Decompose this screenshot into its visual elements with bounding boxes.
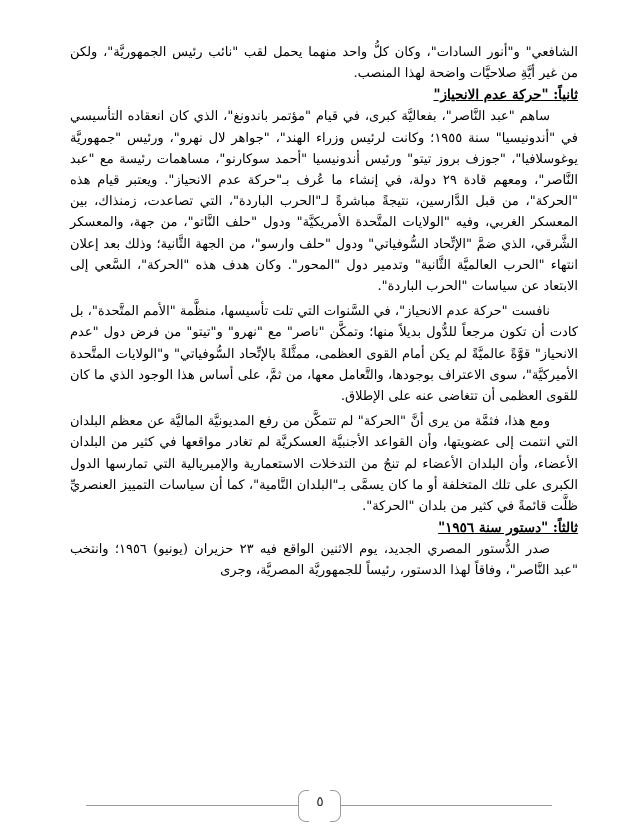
document-page bbox=[70, 42, 578, 582]
intro-paragraph: الشافعي" و"أنور السادات"، وكان كلُّ واحد منهما يحمل لقب "نائب رئيس الجمهوريَّة"، ولكن من غير أيَّةِ صلاحيَّات واضحة لهذا المنصب. bbox=[70, 45, 578, 82]
section-3-paragraph: صدر الدُّستور المصري الجديد، يوم الاثنين الواقع فيه ٢٣ حزيران (يونيو) ١٩٥٦؛ وانتخب "عبد النَّاصر"، وفاقاً لهذا الدستور، رئيساً للجمهوريَّة المصريَّة، وجرى bbox=[70, 542, 578, 579]
section-2-paragraph-2: نافست "حركة عدم الانحياز"، في السَّنوات التي تلت تأسيسها، منظَّمة "الأمم المتَّحدة"، بل كادت أن تكون مرجعاً للدُّول بديلاً منها؛ وتمكَّن "ناصر" مع "نهرو" و"تيتو" من فرض دول "عدم الانحياز" قوَّةً عالميَّةً لم يكن أمام القوى العظمى، ممثَّلةً بالإتِّحاد السُّوفياتي" و"الولايات المتَّحدة الأميركيَّة"، سوى الاعتراف بوجودها، والتَّعامل معها، من ثمَّ، على أساس هذا الوجود الذي ما كان للقوى العظمى أن تتغاضى عنه على الإطلاق. bbox=[70, 304, 578, 405]
section-2-paragraph-1: ساهم "عبد النَّاصر"، بفعاليَّة كبرى، في قيام "مؤتمر باندونغ"، الذي كان انعقاده التأسيسي في "أندونيسيا" سنة ١٩٥٥؛ وكانت لرئيس وزراء الهند"، "جواهر لال نهرو"، ورئيس "جمهوريَّة يوغوسلافيا"، "جوزف بروز تيتو" ورئيس أندونيسيا "أحمد سوكارنو"، مساهمات رئيسة مع "عبد النَّاصر"، ومعهم قادة ٢٩ دولة، في إنشاء ما عُرف بـ"حركة عدم الانحياز". ويعتبر قيام هذه "الحركة"، من قبل الدَّارسين، نتيجةً مباشرةً لـ"الحرب الباردة"، التي تصاعدت، زمنذاك، بين المعسكر الغربي، وفيه "الولايات المتَّحدة الأمريكيَّة" ودول "حلف النَّاتو"، من جهة، والمعسكر الشَّرقي، الذي ضمَّ "الإتِّحاد السُّوفياتي" ودول "حلف وارسو"، من الجهة الثَّانية؛ وذلك بعد إعلان انتهاء "الحرب العالميَّة الثَّانية" وتدمير دول "المحور". وكان هدف هذه "الحركة"، السَّعي إلى الابتعاد عن سياسات "الحرب الباردة". bbox=[70, 109, 579, 295]
page-footer bbox=[0, 788, 641, 822]
page-number: ٥ bbox=[316, 794, 324, 810]
footer-rule-left bbox=[86, 805, 298, 806]
section-2-heading: ثانياً: "حركة عدم الانحياز" bbox=[433, 87, 578, 104]
section-3-heading: ثالثاً: "دستور سنة ١٩٥٦" bbox=[438, 520, 578, 537]
section-2-paragraph-3: ومع هذا، فثمَّة من يرى أنَّ "الحركة" لم تتمكَّن من رفع المديونيَّة الماليَّة عن معظم البلدان التي انتمت إلى عضويتها، وأن القواعد الأجنبيَّة العسكريَّة لم تغادر مواقعها في كثير من البلدان الأعضاء، وأن البلدان الأعضاء لم تنجُ من التدخلات الاستعمارية والإمبريالية التي تمارسها الدول الكبرى على تلك المتخلفة أو ما كان يسمَّى بـ"البلدان النَّامية"، كما أن سياسات التمييز العنصريِّ ظلَّت قائمةً في كثير من بلدان "الحركة". bbox=[70, 414, 578, 515]
footer-rule-right bbox=[340, 805, 552, 806]
